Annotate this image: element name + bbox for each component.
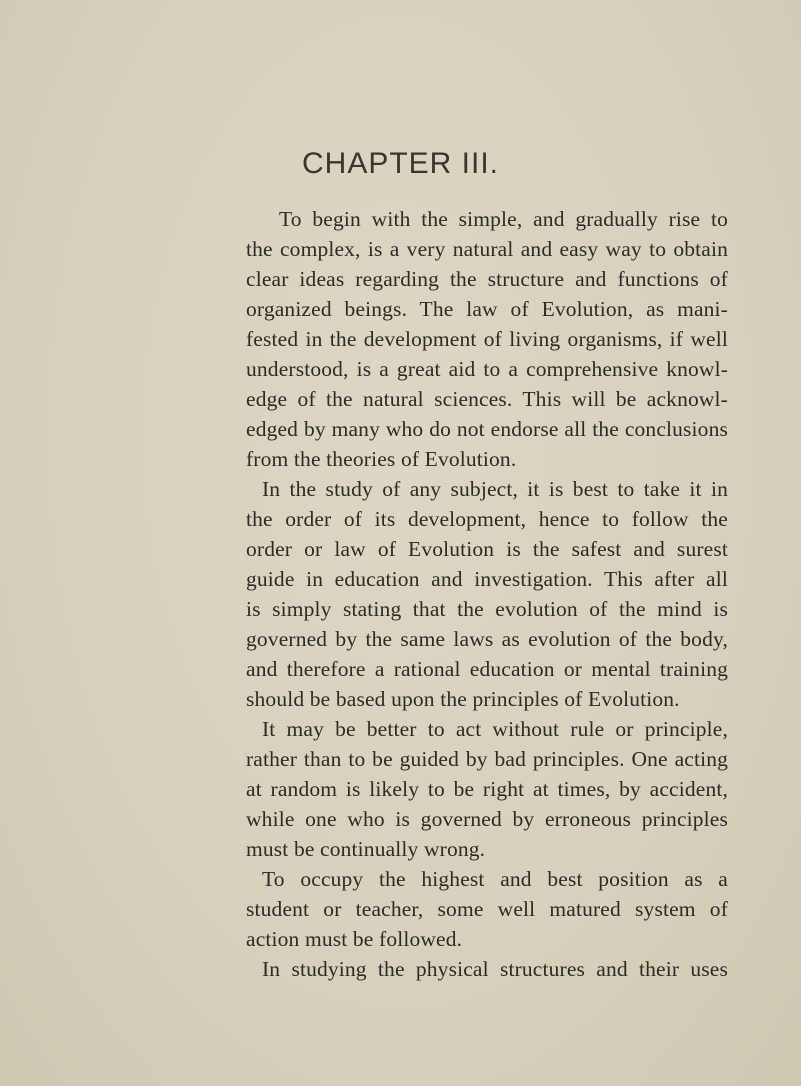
chapter-title: CHAPTER III. (301, 147, 500, 180)
text-line: and therefore a rational education or mental training (246, 657, 728, 681)
text-line: rather than to be guided by bad principles. One acting (246, 747, 728, 771)
text-line: It may be better to act without rule or principle, (262, 717, 728, 741)
text-line: In the study of any subject, it is best to take it in (262, 477, 728, 501)
text-line: governed by the same laws as evolution of the body, (246, 627, 728, 651)
text-line: edged by many who do not endorse all the conclusions (246, 417, 728, 441)
text-line: understood, is a great aid to a comprehensive knowl- (246, 357, 728, 381)
text-line: edge of the natural sciences. This will be acknowl- (246, 387, 728, 411)
text-line: from the theories of Evolution. (246, 447, 517, 471)
text-line: at random is likely to be right at times, by accident, (246, 777, 728, 801)
text-line: while one who is governed by erroneous principles (246, 807, 728, 831)
text-line: is simply stating that the evolution of the mind is (246, 597, 728, 621)
text-line: In studying the physical structures and their uses (262, 957, 728, 981)
text-line: fested in the development of living organisms, if well (246, 327, 728, 351)
text-line: organized beings. The law of Evolution, as mani- (246, 297, 728, 321)
text-line: action must be followed. (246, 927, 463, 951)
text-line: To begin with the simple, and gradually rise to (279, 207, 728, 231)
text-line: guide in education and investigation. This after all (246, 567, 728, 591)
text-line: the complex, is a very natural and easy way to obtain (246, 237, 728, 261)
text-line: the order of its development, hence to follow the (246, 507, 728, 531)
text-line: clear ideas regarding the structure and functions of (246, 267, 728, 291)
text-line: should be based upon the principles of Evolution. (246, 687, 680, 711)
text-line: order or law of Evolution is the safest and surest (246, 537, 728, 561)
text-line: student or teacher, some well matured system of (246, 897, 728, 921)
text-line: To occupy the highest and best position as a (262, 867, 728, 891)
text-line: must be continually wrong. (246, 837, 486, 861)
